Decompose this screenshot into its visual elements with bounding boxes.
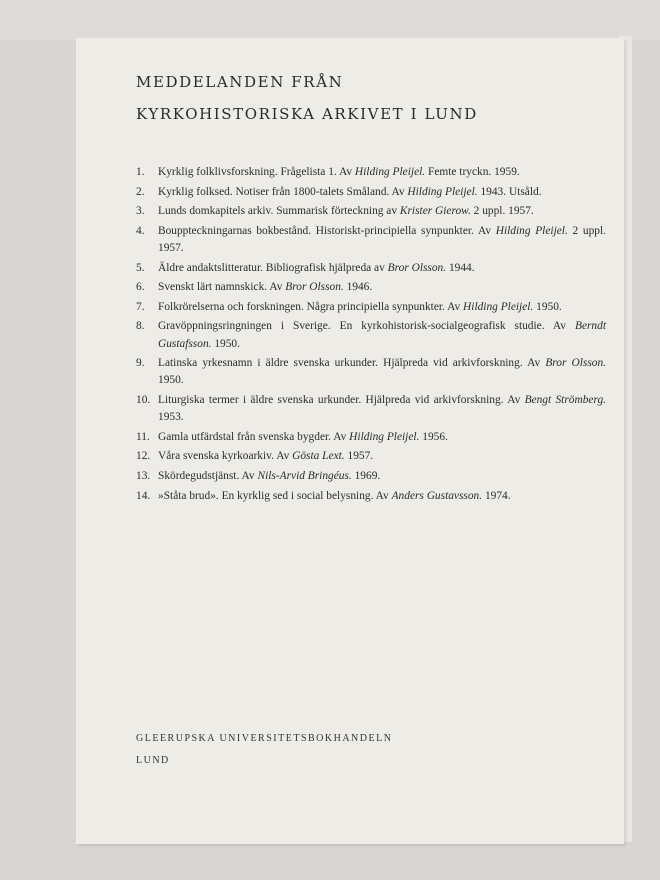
list-item <box>136 299 606 316</box>
item-number: 1. <box>136 166 145 178</box>
item-author: Nils-Arvid Bringéus. <box>257 469 352 482</box>
item-number: 10. <box>136 393 151 406</box>
item-details: 1953. <box>158 411 184 424</box>
list-item <box>136 279 606 296</box>
list-item <box>136 429 606 446</box>
item-author: Krister Gierow. <box>399 205 471 218</box>
item-author: Gösta Lext. <box>292 450 345 463</box>
list-item <box>136 355 606 389</box>
item-author: Hilding Pleijel. <box>495 224 568 237</box>
item-author: Hilding Pleijel. <box>463 300 534 313</box>
list-item <box>136 184 606 201</box>
item-number: 2. <box>136 185 145 198</box>
publisher-city: LUND <box>136 755 170 766</box>
series-title-line-2: KYRKOHISTORISKA ARKIVET I LUND <box>136 105 478 123</box>
item-details: 1956. <box>419 430 448 443</box>
list-item <box>136 468 606 485</box>
item-title: Folkrörelserna och forskningen. Några principiella synpunkter. Av <box>158 300 464 313</box>
item-details: 1957. <box>344 450 374 463</box>
background <box>0 0 660 40</box>
item-number: 14. <box>136 489 151 502</box>
item-details: 1950. <box>211 337 240 350</box>
item-title: »Ståta brud». En kyrklig sed i social belysning. Av <box>158 489 392 502</box>
item-title: Äldre andaktslitteratur. Bibliografisk hjälpreda av <box>158 261 388 274</box>
list-item <box>136 318 606 352</box>
item-details: Femte tryckn. 1959. <box>425 166 520 178</box>
item-details: 1943. Utsåld. <box>477 185 542 198</box>
item-title: Kyrklig folksed. Notiser från 1800-talets Småland. Av <box>158 185 408 198</box>
item-title: Gamla utfärdstal från svenska bygder. Av <box>158 430 350 443</box>
list-item <box>136 203 606 220</box>
item-author: Hilding Pleijel. <box>407 185 478 198</box>
item-title: Latinska yrkesnamn i äldre svenska urkunder. Hjälpreda vid arkivforskning. Av <box>158 357 546 370</box>
item-author: Bror Olsson. <box>285 281 344 294</box>
publisher-name: GLEERUPSKA UNIVERSITETSBOKHANDELN <box>136 733 393 744</box>
item-author: Anders Gustavsson. <box>391 489 483 502</box>
item-title: Liturgiska termer i äldre svenska urkunder. Hjälpreda vid arkivforskning. Av <box>158 393 525 406</box>
list-item <box>136 392 606 426</box>
item-title: Gravöppningsringningen i Sverige. En kyrkohistorisk-socialgeografisk studie. Av <box>158 320 575 333</box>
list-item <box>136 223 606 257</box>
item-number: 12. <box>136 450 151 463</box>
item-details: 1974. <box>482 489 511 502</box>
item-details: 1969. <box>351 469 381 482</box>
publication-list <box>136 164 606 507</box>
item-title: Kyrklig folklivsforskning. Frågelista 1. Av <box>158 166 355 178</box>
item-number: 13. <box>136 469 151 482</box>
item-number: 7. <box>136 300 145 313</box>
item-number: 4. <box>136 224 145 237</box>
item-number: 11. <box>136 430 150 443</box>
item-details: 2 uppl. 1957. <box>158 224 606 254</box>
series-title-line-1: MEDDELANDEN FRÅN <box>136 73 344 91</box>
item-title: Våra svenska kyrkoarkiv. Av <box>158 450 293 463</box>
item-title: Lunds domkapitels arkiv. Summarisk förteckning av <box>158 205 400 218</box>
item-author: Berndt Gustafsson. <box>158 320 606 350</box>
item-author: Hilding Pleijel. <box>349 430 420 443</box>
book-back-cover <box>76 38 624 844</box>
series-title <box>136 66 478 130</box>
item-number: 6. <box>136 281 145 294</box>
item-number: 3. <box>136 205 145 218</box>
item-title: Svenskt lärt namnskick. Av <box>158 281 286 294</box>
list-item <box>136 448 606 465</box>
item-number: 8. <box>136 320 145 333</box>
item-author: Hilding Pleijel. <box>354 166 426 178</box>
item-author: Bror Olsson. <box>545 357 606 370</box>
item-author: Bengt Strömberg. <box>524 393 606 406</box>
list-item <box>136 164 606 181</box>
item-details: 1944. <box>446 261 475 274</box>
publisher-imprint <box>136 728 392 772</box>
item-details: 1950. <box>533 300 562 313</box>
list-item <box>136 260 606 277</box>
item-details: 1946. <box>343 281 373 294</box>
item-details: 2 uppl. 1957. <box>470 205 534 218</box>
item-author: Bror Olsson. <box>387 261 447 274</box>
item-number: 5. <box>136 261 145 274</box>
item-title: Bouppteckningarnas bokbestånd. Historiskt-principiella synpunkter. Av <box>158 224 496 237</box>
item-number: 9. <box>136 357 145 370</box>
list-item <box>136 488 606 505</box>
item-title: Skördegudstjänst. Av <box>158 469 258 482</box>
item-details: 1950. <box>158 374 184 387</box>
